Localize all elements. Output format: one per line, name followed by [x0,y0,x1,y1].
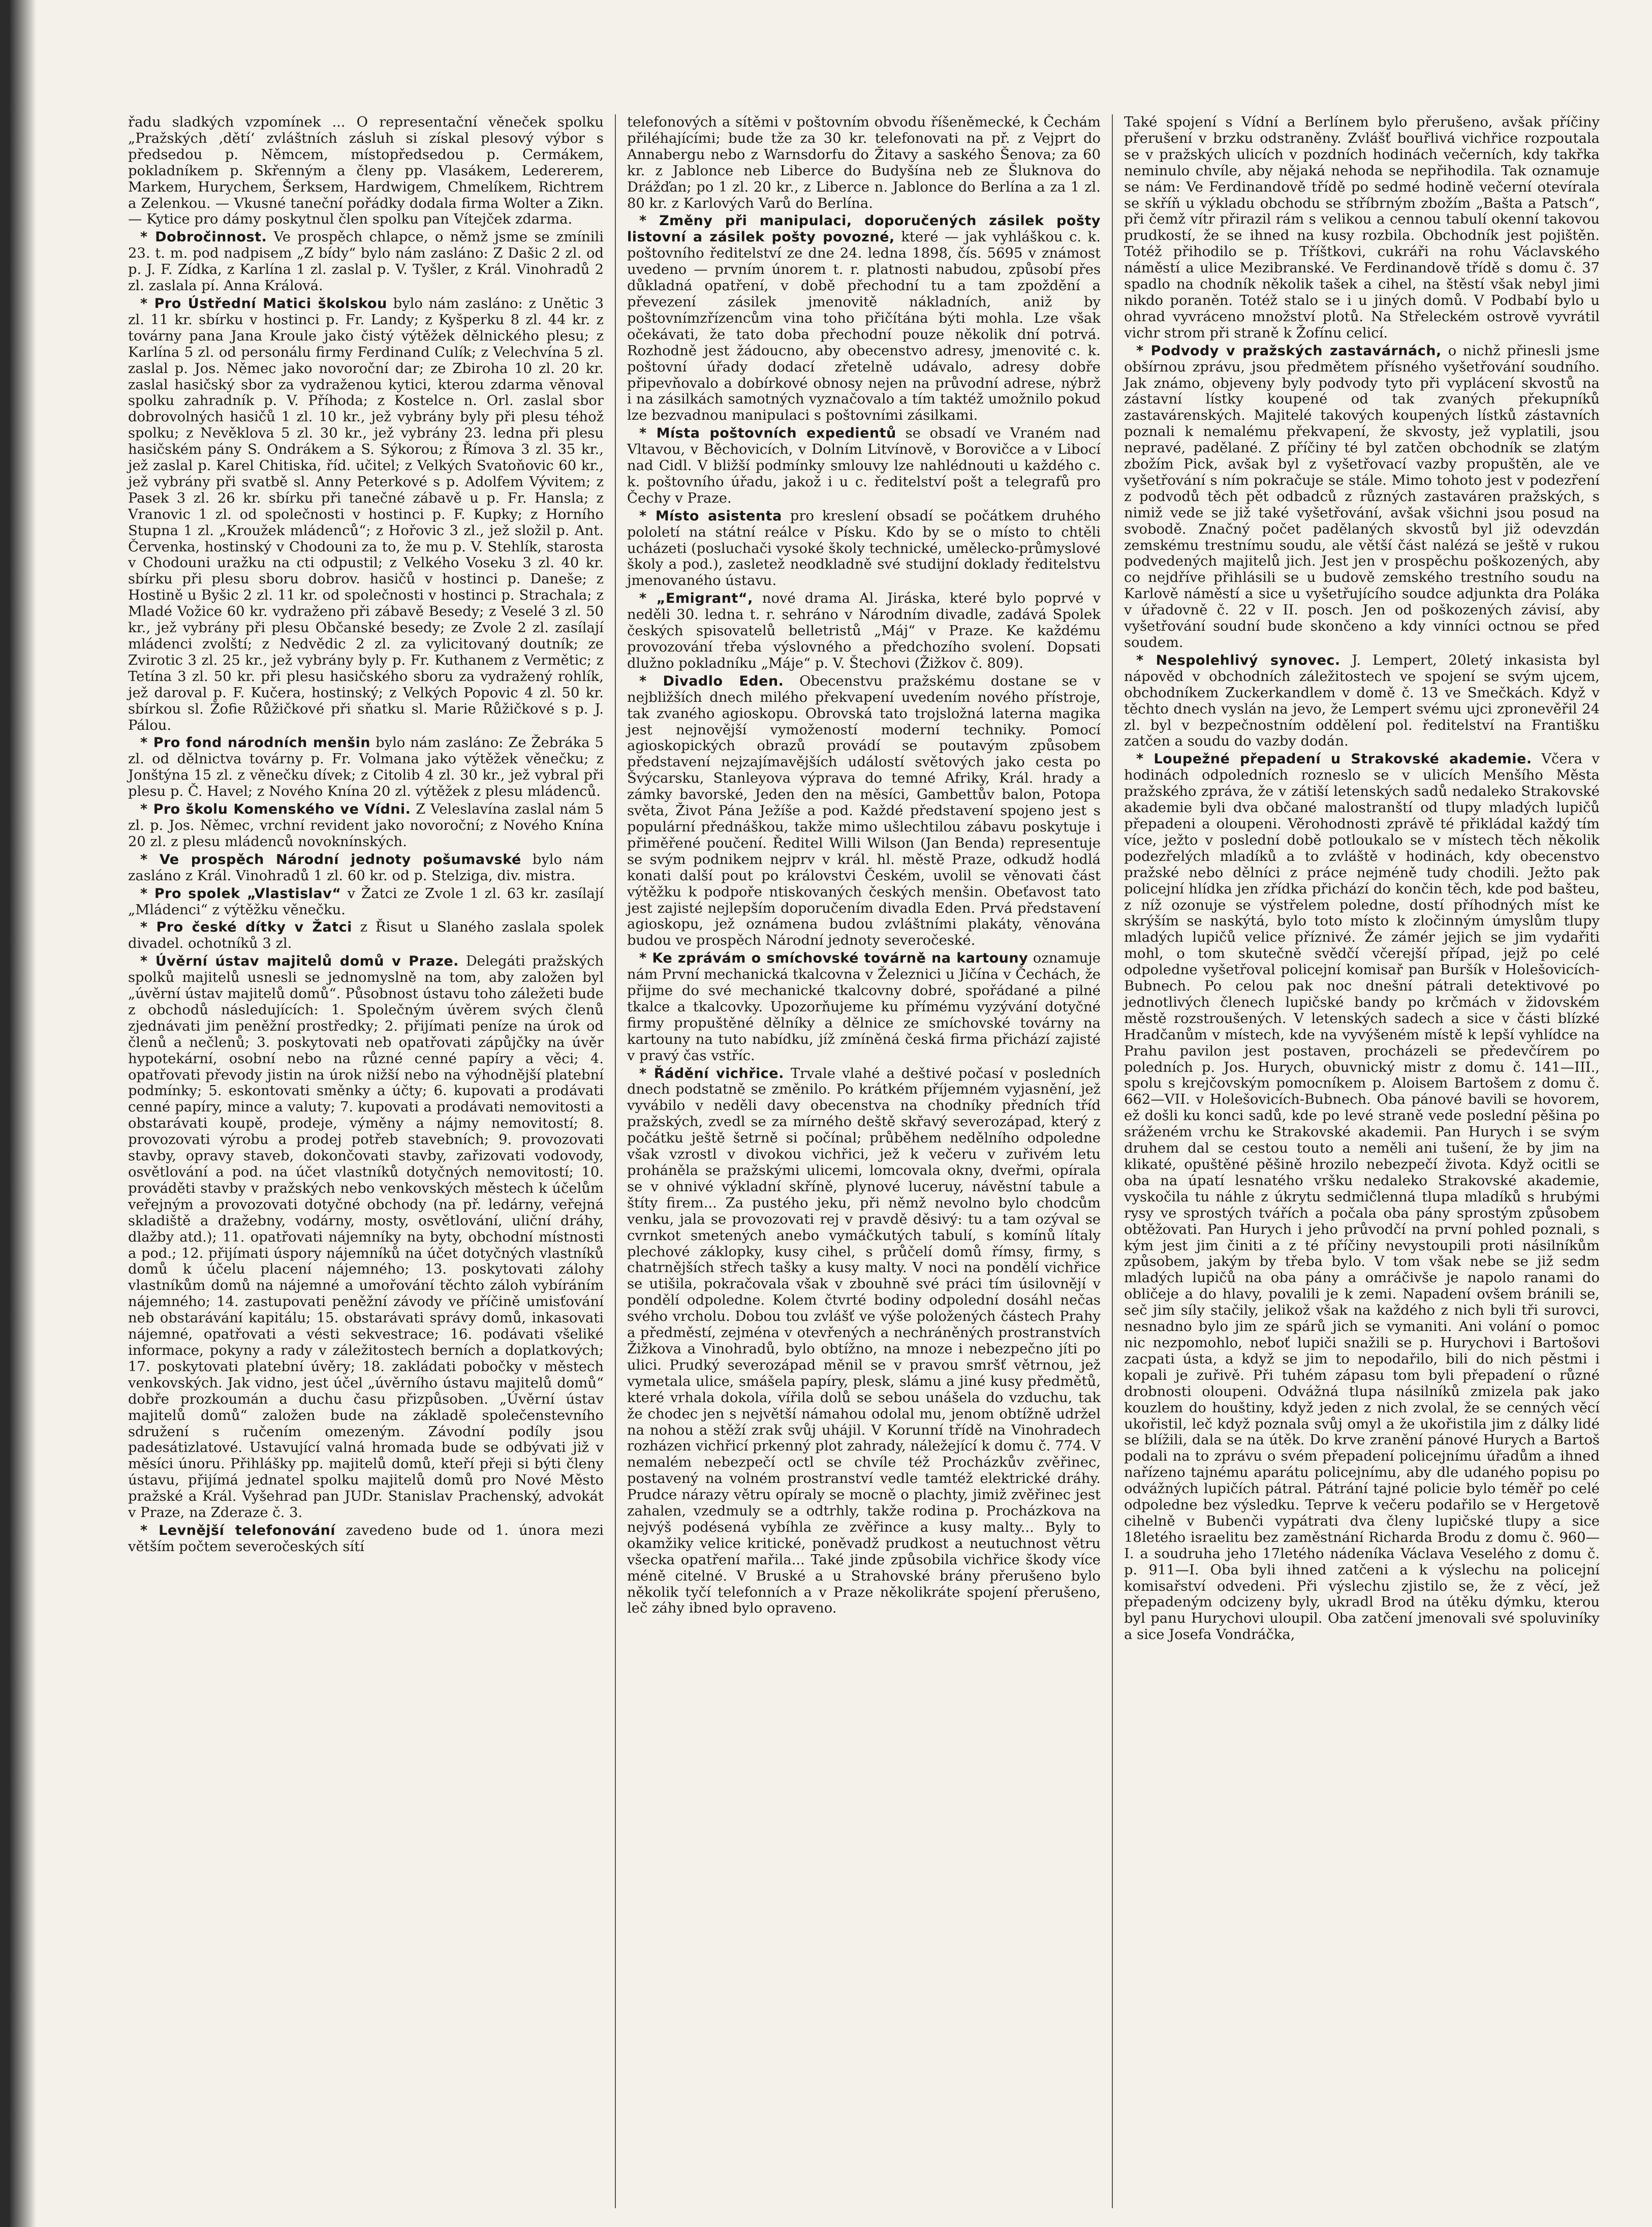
article-heading: * Místa poštovních expedientů [639,425,896,441]
article-text: Také spojení s Vídní a Berlínem bylo přerušeno, avšak příčiny přerušení v brzku odstraněny. Zvlášť bouřlivá vichřice rozpoutala se v pražských ulicích v pozdních hodinách večerních, kdy takřka neminulo chvíle, aby nějaká nehoda se nepřihodila. Tak oznamuje se nám: Ve Ferdinandově třídě po sedmé hodině večerní otevírala se skříň u výkladu obchodu se stříbrným zbožím „Bašta a Patsch“, při čemž vítr přirazil rám s velikou a cennou tabulí okenní takovou prudkostí, že se ihned na kusy rozbila. Obchodník jest pojištěn. Totéž přihodilo se p. Tříštkovi, cukráři na rohu Václavského náměstí a ulice Mezibranské. Ve Ferdinandově třídě s domu č. 37 spadlo na chodník několik tašek a cihel, na štěstí však nebyl jimi nikdo poraněn. Totéž stalo se i u jiných domů. V Podbabí bylo u ohrad vyvráceno množství plotů. Na Střeleckém ostrově vyvrátil vichr strom při straně k Žofínu celicí. [1124,114,1600,341]
article-paragraph [627,1066,1101,1617]
article-heading: * Pro spolek „Vlastislav“ [140,886,341,902]
article-heading: * Pro Ústřední Matici školskou [140,296,387,312]
article-text: Ve prospěch chlapce, o němž jsme se zmínili 23. t. m. pod nadpisem „Z bídy“ bylo nám zasláno: Z Dašic 2 zl. od p. J. F. Zídka, z Karlína 1 zl. zaslal p. V. Tyšler, z Král. Vinohradů 2 zl. zaslala pí. Anna Králová. [128,229,604,294]
article-heading: * Změny při manipulaci, doporučených zásilek pošty listovní a zásilek pošty povozné, [627,213,1101,245]
article-text: telefonových a sítěmi v poštovním obvodu říšeněmecké, k Čechám přiléhajícími; bude tže za 30 kr. telefonovati na př. z Vejprt do Annabergu nebo z Warnsdorfu do Žitavy a saského Šenova; za 60 kr. z Jablonce neb Liberce do Budyšína neb ze Šluknova do Drážďan; po 1 zl. 20 kr., z Liberce n. Jablonce do Berlína a za 1 zl. 80 kr. z Karlových Varů do Berlína. [627,114,1101,211]
column-3 [1113,114,1611,2208]
article-text: zavedeno bude od 1. února mezi větším počtem severočeských sítí [128,1522,604,1555]
article-text: Delegáti pražských spolků majitelů usnesli se jednomyslně na tom, aby založen byl „úvěrní ústav majitelů domů“. Působnost ústavu toho záležeti bude z obchodů následujících: 1. Společným úvěrem svých členů zjednávati jim peněžní prostředky; 2. přijímati peníze na úrok od členů a nečlenů; 3. poskytovati neb opatřovati zápůjčky na úvěr hypotekární, osobní nebo na různé cenné papíry a věci; 4. opatřovati převody jistin na úrok nižší nebo na výhodnější platební podmínky; 5. eskontovati směnky a účty; 6. kupovati a prodávati cenné papíry, mince a valuty; 7. kupovati a prodávati nemovitosti a obstarávati koupě, prodeje, výměny a nájmy nemovitostí; 8. provozovati výrobu a prodej potřeb stavebních; 9. provozovati stavby, opravy staveb, dokončovati stavby, zařizovati vodovody, osvětlování a pod. na účet vlastníků dotyčných nemovitostí; 10. prováděti stavby v pražských nebo venkovských městech k účelům veřejným a provozovati dotyčné obchody (na př. ledárny, veřejná skladiště a dražebny, vodárny, mosty, osvětlování, uliční dráhy, dlažby atd.); 11. opatřovati nájemníky na byty, obchodní místnosti a pod.; 12. přijímati úspory nájemníků na účet dotyčných vlastníků domů k účelu placení nájemného; 13. poskytovati zálohy vlastníkům domů na nájemné a umořování těchto záloh vybíráním nájemného; 14. zastupovati peněžní závody ve příčině umisťování neb obstarávání kapitálu; 15. obstarávati správy domů, inkasovati nájemné, opatřovati a vésti sekvestrace; 16. podávati všeliké informace, pokyny a rady v záležitostech berních a doplatkových; 17. poskytovati platební úvěry; 18. zakládati pobočky v městech venkovských. Jak vidno, jest účel „úvěrního ústavu majitelů domů“ dobře prozkoumán a duchu času přizpůsoben. „Úvěrní ústav majitelů domů“ založen bude na základě společenstevního sdružení s ručením omezeným. Závodní podíly jsou padesátizlatové. Ustavující valná hromada bude se odbývati již v měsíci únoru. Přihlášky pp. majitelů domů, kteří přeji si býti členy ústavu, přijímá jednatel spolku majitelů domů pro Nové Město pražské a Král. Vyšehrad pan JUDr. Stanislav Prachenský, advokát v Praze, na Zderaze č. 3. [128,953,604,1521]
article-paragraph [128,801,604,850]
scan-edge [0,0,36,2227]
article-paragraph [627,425,1101,507]
article-heading: * Levnější telefonování [140,1523,335,1538]
article-text: Z Veleslavína zaslal nám 5 zl. p. Jos. Němec, vrchní revident jako novoroční; z Nového Knína 20 zl. z plesu mládenců novoknínských. [128,801,604,850]
article-text: řadu sladkých vzpomínek ... O representační věneček spolku „Pražských ‚dětí‘ zvláštních zásluh si získal plesový výbor s předsedou p. Němcem, místopředsedou p. Cermákem, pokladníkem p. Skřenným a členy pp. Vlasákem, Ledererem, Markem, Hurychem, Šerksem, Hardwigem, Chmelíkem, Richtrem a Zelenkou. — Vkusné taneční pořádky dodala firma Wolter a Zikn. — Kytice pro dámy poskytnul člen spolku pan Vítejček zdarma. [128,114,604,228]
article-paragraph [128,1523,604,1555]
text-columns [117,114,1641,2208]
article-heading: * Pro školu Komenského ve Vídni. [140,801,411,817]
column-1 [117,114,615,2208]
article-heading: * Podvody v pražských zastavárnách, [1136,343,1442,359]
article-text: bylo nám zasláno: Ze Žebráka 5 zl. od dělnictva továrny p. Fr. Volmana jako výtěžek věnečku; z Jonštýna 15 zl. z věnečku dívek; z Citolib 4 zl. 30 kr., jež vybral při plesu p. Č. Havel; z Nového Knína 20 zl. výtěžek z plesu mládenců. [128,735,604,800]
article-text: Včera v hodinách odpoledních rozneslo se v ulicích Menšího Města pražského zpráva, že v zátiší letenských sadů nedaleko Strakovské akademie byli dva občané malostranští od tlupy mladých lupičů přepadeni a oloupeni. Věrohodnosti zprávě té přikládal každý tím více, ježto v poslední době potloukalo se v místech těch několik podezřelých mladíků a to zvláště v hodinách, kdy obecenstvo pražské nebo dělníci z práce nejméně tudy chodili. Ježto pak policejní hlídka jen zřídka přichází do končin těch, kde pod bašteu, z níž ozonuje se výstřelem poledne, dostí příhodných míst ke skrýším se naskýtá, bylo toto místo k zločinným úmyslům tlupy mladých lupičů velice příznivé. Že zámér jejich se jim vydařiti mohl, o tom skutečně svědčí včerejší případ, jejž po celé odpoledne vyšetřoval policejní komisař pan Buršík v Holešovicích-Bubnech. Po celou pak noc dnešní pátrali detektivové po jednotlivých členech lupičské bandy po krčmách v židovském městě rozstroušených. V letenských sadech a sice v části blízké Hradčanům v místech, kde na vyvýšeném místě k lepší vyhlídce na Prahu pavilon jest postaven, procházeli se předevčírem po poledních p. Jos. Hurych, obuvnický mistr z domu č. 141—III., spolu s krejčovským pomocníkem p. Aloisem Bartošem z domu č. 662—VII. v Holešovicích-Bubnech. Oba pánové bavili se hovorem, ež došli ku konci sadů, kde po levé straně vede poslední pěšina po sráženém vrchu ke Strakovské akademii. Pan Hurych i se svým druhem dal se cestou touto a neměli ani tušení, že by jim na klikaté, opuštěné pěšině hrozilo nebezpečí života. Když ocitli se oba na úpatí lesnatého vršku nedaleko Strakovské akademie, vyskočila tu náhle z úkrytu sedmičlenná tlupa mladíků s hrubými rysy ve sprostých tvářích a počala oba pány sprostým způsobem obtěžovati. Pan Hurych i jeho průvodčí na první pohled poznali, s kým jest jim činiti a z té příčiny nevystoupili proti násilníkům způsobem, jakým by třeba bylo. V tom však nebe se již sedm mladých lupičů na oba pány a omráčivše je napolo ranami do obličeje a do hlavy, povalili je k zemi. Napadení ovšem bránili se, seč jim síly stačily, jelikož však na každého z nich byli tři surovci, nesnadno bylo jim ze spárů jich se vymaniti. Ani volání o pomoc nic nezpomohlo, neboť lupiči snažili se p. Hurychovi i Bartošovi zacpati ústa, a když se jim to nepodařilo, bili do nich pěstmi i kopali je zuřivě. Při tuhém zápasu tom byli přepadení o různé drobnosti oloupeni. Odvážná tlupa násilníků zmizela pak jako kouzlem do houštiny, když jeden z nich zvolal, že se cenných věcí ukořistil, leč když poznala svůj omyl a že ukořistila jim z dálky lidé se blížili, dala se na útěk. Do krve zranění pánové Hurych a Bartoš podali na to zprávu o svém přepadení policejnímu úřadům a ihned nařízeno tajnému aparátu policejnímu, aby dle udaného popisu po odvážných lupičích pátral. Pátrání tajné policie bylo téměř po celé odpoledne bez výsledku. Teprve k večeru podařilo se v Hergetově cihelně v Bubenči vypátrati dva členy lupičské tlupy a sice 18letého israelitu bez zaměstnání Richarda Brodu z domu č. 960—I. a soudruha jeho 17letého nádeníka Václava Veselého z domu č. p. 911—I. Oba byli ihned zatčeni a k výslechu na policejní komisařství odvedeni. Při výslechu zjistilo se, že z věcí, jež přepadeným odcizeny byly, ukradl Brod na útěku dýmku, kterou byl panu Hurychovi uloupil. Oba zatčení jmenovali své spoluviníky a sice Josefa Vondráčka, [1124,751,1600,1643]
article-paragraph [128,114,604,228]
article-heading: * Úvěrní ústav majitelů domů v Praze. [140,953,459,969]
article-paragraph [627,950,1101,1064]
article-paragraph [128,852,604,884]
article-heading: * Ke zprávám o smíchovské továrně na kartouny [639,950,1028,966]
article-heading: * Pro fond národních menšin [140,735,370,751]
article-text: bylo nám zasláno: z Unětic 3 zl. 11 kr. sbírku v hostinci p. Fr. Landy; z Kyšperku 8 zl. 44 kr. z továrny pana Jana Kroule jako čistý výtěžek dělnického plesu; z Karlína 5 zl. od personálu firmy Ferdinand Culík; z Velechvína 5 zl. zaslal p. Jos. Němec jako novoroční dar; ze Zbiroha 10 zl. 20 kr. zaslal hasičský sbor za vydraženou kytici, kterou zdarma věnoval spolku zahradník p. V. Příhoda; z Kostelce n. Orl. zaslal sbor dobrovolných hasičů 1 zl. 10 kr., jež vybrány byly při plesu téhož spolku; z Nevěklova 5 zl. 30 kr., jež vybrány 23. ledna při plesu hasičském pány S. Ondrákem a S. Sýkorou; z Římova 3 zl. 35 kr., jež zaslal p. Karel Chitiska, říd. učitel; z Velkých Svatoňovic 60 kr., jež vybrány při svatbě sl. Anny Peterkové s p. Adolfem Vývitem; z Pasek 3 zl. 26 kr. sbírku při tanečné zábavě u p. Fr. Hansla; z Vranovic 1 zl. od společnosti v hostinci p. F. Kupky; z Horního Stupna 1 zl. „Kroužek mládenců“; z Hořovic 3 zl., jež složil p. Ant. Červenka, hostinský v Chodouni za to, že mu p. V. Stehlík, starosta v Chodouni uražku na cti odpustil; z Velkého Voseku 3 zl. 40 kr. sbírku při plesu sboru dobrov. hasičů v hostinci p. Daneše; z Hostině u Byšic 2 zl. 11 kr. od společnosti v hostinci p. Strachala; z Mladé Vožice 60 kr. vydraženo při zábavě Besedy; z Veselé 3 zl. 50 kr., jež vybrány při plesu Občanské besedy; ze Zvole 2 zl. zasílají mládenci zvolští; z Nedvědic 2 zl. za vylicitovaný doutník; ze Zvirotic 3 zl. 25 kr., jež vybrány byly p. Fr. Kuthanem z Vermětic; z Tetína 3 zl. 50 kr. při plesu hasičského sboru za vydražený rohlík, jež daroval p. F. Kučera, hostinský; z Velkých Popovic 4 zl. 50 kr. sbírkou sl. Žofie Růžičkové při sňatku sl. Marie Růžičkové s p. J. Pálou. [128,295,604,733]
article-heading: * Řádění vichřice. [639,1066,784,1081]
article-paragraph [1124,653,1600,750]
article-paragraph [627,508,1101,590]
article-paragraph [627,114,1101,211]
article-text: pro kreslení obsadí se počátkem druhého pololetí na státní reálce v Písku. Kdo by se o místo to chtěli ucházeti (posluchači vysoké školy technické, umělecko-průmyslové školy a pod.), zasletež neodkladně své studijní doklady ředitelstvu jmenovaného ústavu. [627,508,1101,589]
article-heading: * Pro české dítky v Žatci [140,919,352,935]
article-heading: * Místo asistenta [639,508,782,524]
article-paragraph [128,886,604,918]
article-text: v Žatci ze Zvole 1 zl. 63 kr. zasílají „Mládenci“ z výtěžku věnečku. [128,885,604,918]
article-text: Trvale vlahé a deštivé počasí v posledních dnech podstatně se změnilo. Po krátkém příjemném vyjasnění, jež vyvábilo v neděli davy obecenstva na chodníky předních tříd pražských, zvedl se za mírného deště skřavý severozápad, který z počátku ještě šetrně si počínal; průběhem nedělního odpoledne však vzrostl v divokou vichřici, jež k večeru v zuřivém letu proháněla se pražskými ulicemi, lomcovala okny, dveřmi, opírala se v ohnivé výkladní skříně, plynové luceruy, návěstní tabule a štíty firem... Za pustého jeku, při němž nevolno bylo chodcům venku, jala se provozovati rej v pravdě děsivý: tu a tam ozýval se cvrnkot smetených anebo vymáčkutých tabulí, s komínů lítaly plechové záklopky, kusy cihel, s průčelí domů římsy, firmy, s chatrnějších střech tašky a kusy malty. V noci na pondělí vichřice se utišila, pokračovala však v zbouhně své práci tím úsilovnějí v pondělí odpoledne. Kolem čtvrté bodiny odpolední dosáhl nečas svého vrcholu. Dobou tou zvlášť ve výše položených částech Prahy a předměstí, zejména v otevřených a nechráněných prostranstvích Žižkova a Vinohradů, bylo obtížno, na mnoze i nebezpečno jíti po ulici. Prudký severozápad měnil se v pravou smršť větrnou, jež vymetala ulice, smášela papíry, plesk, slámu a jiné kusy předmětů, které vrhala dokola, vířila dolů se sebou unášela do vzduchu, tak že chodec jen s největší námahou odolal mu, jenom obtížně udržel na nohou a stěží zrak svůj uhájil. V Korunní třídě na Vinohradech rozházen vichřicí prkenný plot zahrady, náležející k domu č. 774. V nemalém nebezpečí octl se chvíle též Procházkův zvěřinec, postavený na volném prostranství vedle tamtéž elektrické dráhy. Prudce nárazy větru opíraly se mocně o plachty, jimiž zvěřinec jest zahalen, vzedmuly se a odtrhly, takže rodina p. Procházkova na nejvýš podésená vybíhla ze zvěřince a kusy malty... Byly to okamžiky velice kritické, poněvadž prudkost a neutuchnost větru všecka opatření mařila... Také jinde způsobila vichřice škody více méně citelné. V Bruské a u Strahovské brány přerušeno bylo několik tyčí telefonních a v Praze několikráte spojení přerušeno, leč záhy ibned bylo opraveno. [627,1065,1101,1617]
article-paragraph [128,919,604,952]
article-text: Obecenstvu pražskému dostane se v nejbližších dnech milého překvapení uvedením nového přístroje, tak zvaného agioskopu. Obrovská tato trojsložná laterna magika jest nejnovější vymožeností moderní techniky. Pomocí agioskopických obrazů provádí se poutavým způsobem představení nejzajímavějších událostí světových jako cesta po Švýcarsku, Stanleyova výprava do temné Afriky, Král. hrady a zámky bavorské, Jeden den na měsíci, Gambettův balon, Potopa světa, Život Pána Ježíše a pod. Každé představení spojeno jest s populární přednáškou, takže mimo ušlechtilou zábavu poskytuje i přiměřené poučení. Ředitel Willi Wilson (Jan Benda) representuje se svým podnikem nejprv v král. hl. městě Praze, odkudž hodlá konati další pout po královstvi Českém, uvolil se věnovati část výtěžku k podpoře ntiskovaných českých menšin. Obeťavost tato jest zajisté nejlepším doporučením divadla Eden. Prvá představení agioskopu, jež oznámena budou zvláštními plakáty, věnována budou ve prospěch Národní jednoty severočeské. [627,673,1101,949]
article-text: z Řisut u Slaného zaslala spolek divadel. ochotníků 3 zl. [128,919,604,952]
article-text: nové drama Al. Jiráska, které bylo poprvé v neděli 30. ledna t. r. sehráno v Národním divadle, zadává Spolek českých spisovatelů belletristů „Máj“ v Praze. Ke každému provozování třeba výslovného a předchozího svolení. Dopsati dlužno pokladníku „Máje“ p. V. Štechovi (Žižkov č. 809). [627,591,1101,671]
article-paragraph [627,673,1101,949]
article-paragraph [128,296,604,733]
article-heading: * Loupežné přepadení u Strakovské akademie. [1136,751,1532,767]
article-heading: * Divadlo Eden. [639,673,784,689]
column-2 [615,114,1113,2208]
article-heading: * Ve prospěch Národní jednoty pošumavské [140,852,521,868]
article-paragraph [627,591,1101,672]
article-paragraph [128,735,604,800]
article-text: které — jak vyhláškou c. k. poštovního ředitelství ze dne 24. ledna 1898, čís. 5695 v známost uvedeno — prvním únorem t. r. platnosti nabudou, způsobí přes důkladná opatření, v době přechodní tu a tam zpoždění a převezení zásilek jmenovitě nákladních, aniž by poštovnímzřízencům vina toho přičítána býti mohla. Lze však očekávati, že tato doba přechodní pouze několik dní potrvá. Rozhodně jest žádoucno, aby obecenstvo adresy, jmenovité c. k. poštovní úřady dodací zřetelně udávalo, adresy dobře připevňovalo a dobírkové obnosy nejen na průvodní adrese, nýbrž i na zásilkách samotných vyznačovalo a tím taktéž umožnilo pokud lze bezvadnou manipulaci s poštovními zásilkami. [627,229,1101,424]
article-text: oznamuje nám První mechanická tkalcovna v Železnici u Jičína v Čechách, že přijme do své mechanické tkalcovny dobré, spořádané a pilné tkalce a tkalcovky. Upozorňujeme ku přímému vyzývání dotyčné firmy propuštěné dělníky a dělnice ze smíchovské továrny na kartouny na tuto nabídku, jíž zmíněná česká firma přichází zajisté v pravý čas vstříc. [627,950,1101,1064]
article-text: bylo nám zasláno z Král. Vinohradů 1 zl. 60 kr. od p. Stelziga, div. mistra. [128,851,604,884]
article-text: J. Lempert, 20letý inkasista byl nápověd v obchodních záležitostech ve spojení se svým ujcem, obchodníkem Zuckerkandlem v domě č. 13 ve Smečkách. Když v těchto dnech vyslán na jevo, že Lempert svému ujci zpronevěřil 24 zl. byl v bezpečnostním oddělení pol. ředitelství na Františku zatčen a soudu do vazby dodán. [1124,652,1600,750]
article-paragraph [128,229,604,294]
article-text: o nichž přinesli jsme obšírnou zprávu, jsou předmětem přísného vyšetřování soudního. Jak známo, objeveny byly podvody tyto při vyplácení skvostů na zástavní lístky koupené od tak zvaných překupníků zastavárenských. Majitelé takových koupených lístků zástavních poznali k nemalému překvapení, že skvosty, jež vyplatili, jsou nepravé, padělané. Z příčiny té byl zatčen obchodník se zlatým zbožím Pick, avšak byl z vyšetřovací vazby propuštěn, ale ve vyšetřování s ním pokračuje se stále. Mimo tohoto jest v podezření z podvodů těch pět odbadců z různých zastaváren pražských, s nimiž vede se již také vyšetřování, avšak všichni jsou posud na svobodě. Značný počet padělaných skvostů byl již odevzdán zemskému trestnímu soudu, ale větší část nalézá se ještě v rukou podvedených majitelů jich. Jest jen v prospěchu poškozených, aby co nejdříve přihlásili se u budově zemského trestního soudu na Karlově náměstí a sice u vyšetřujícího soudce adjunkta dra Poláka v úřadovně č. 22 v II. posch. Jen od poškozených závisí, aby vyšetřování soudní bude skončeno a kdy vinníci octnou se před soudem. [1124,343,1600,651]
article-paragraph [1124,751,1600,1643]
article-paragraph [1124,114,1600,342]
article-paragraph [1124,343,1600,651]
article-heading: * „Emigrant“, [639,591,753,606]
article-paragraph [627,213,1101,424]
article-text: se obsadí ve Vraném nad Vltavou, v Běchovicích, v Dolním Litvínově, v Borovičce a v Libocí nad Cidl. V bližší podmínky smlouvy lze nahlédnouti u každého c. k. poštovního úřadu, jakož i u c. ředitelství pošt a telegrafů pro Čechy v Praze. [627,425,1101,506]
article-paragraph [128,953,604,1521]
article-heading: * Dobročinnost. [140,229,267,245]
article-heading: * Nespolehlivý synovec. [1136,653,1341,668]
